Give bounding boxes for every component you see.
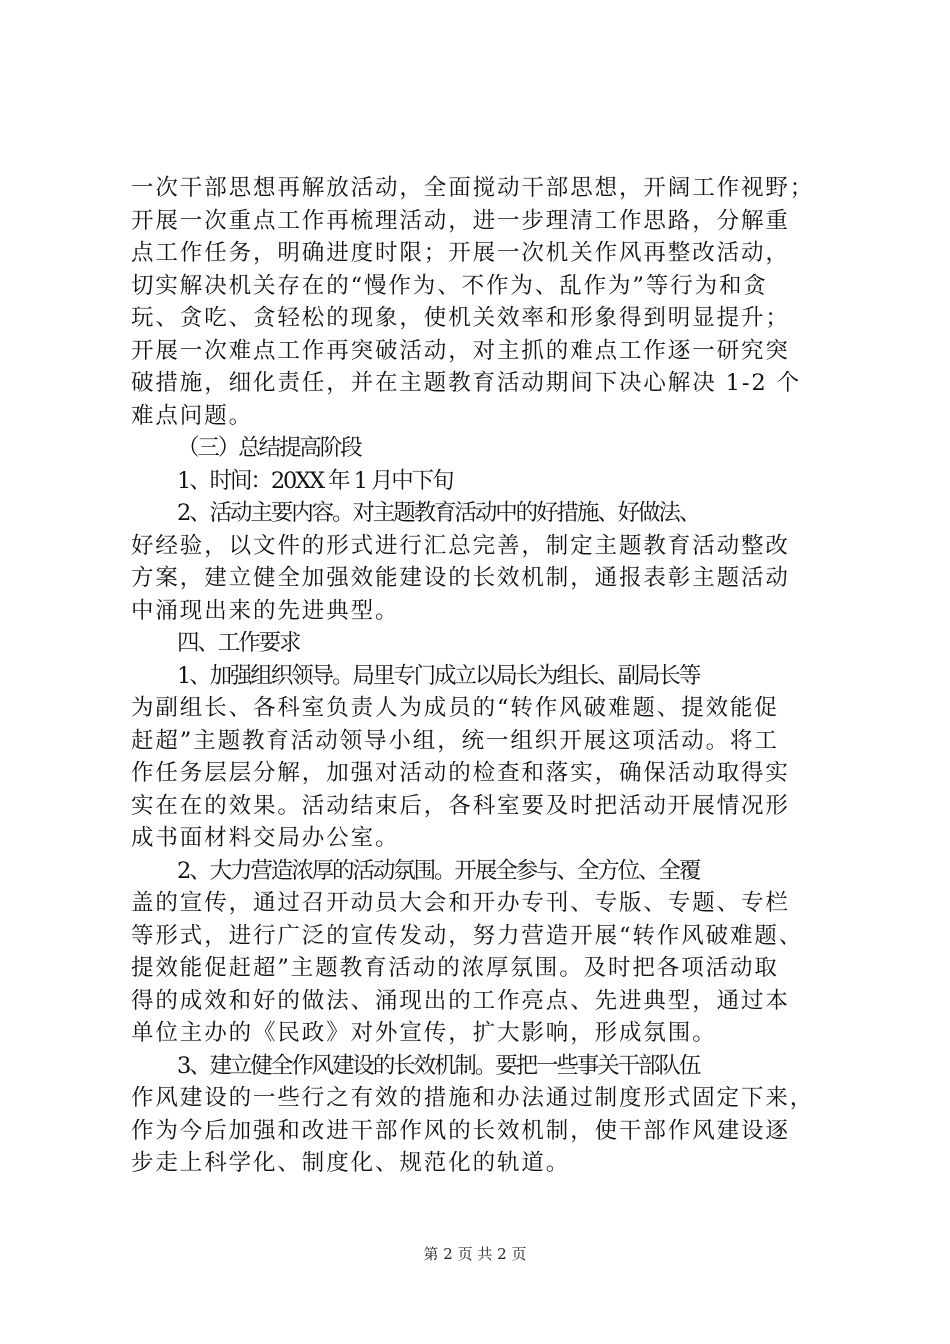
page-footer: 第 2 页 共 2 页	[423, 1245, 527, 1263]
text-line: 盖的宣传，通过召开动员大会和开办专刊、专版、专题、专栏	[131, 890, 790, 916]
text-line: 难点问题。	[131, 402, 254, 429]
text-line: 好经验，以文件的形式进行汇总完善，制定主题教育活动整改	[131, 532, 790, 559]
text-line: 破措施，细化责任，并在主题教育活动期间下决心解决 1-2 个	[131, 370, 802, 396]
text-line: 2、大力营造浓厚的活动氛围。开展全参与、全方位、全覆	[177, 857, 700, 884]
text-line: 切实解决机关存在的“慢作为、不作为、乱作为”等行为和贪	[131, 272, 768, 299]
text-line: （三）总结提高阶段	[177, 435, 361, 461]
text-line: 单位主办的《民政》对外宣传，扩大影响，形成氛围。	[131, 1020, 717, 1046]
text-line: 2、活动主要内容。对主题教育活动中的好措施、好做法、	[177, 500, 700, 526]
text-line: 开展一次重点工作再梳理活动，进一步理清工作思路，分解重	[131, 207, 790, 234]
text-line: 四、工作要求	[177, 630, 300, 656]
text-line: 等形式，进行广泛的宣传发动，努力营造开展“转作风破难题、	[131, 922, 804, 949]
text-line: 提效能促赶超”主题教育活动的浓厚氛围。及时把各项活动取	[131, 955, 779, 981]
text-line: 为副组长、各科室负责人为成员的“转作风破难题、提效能促	[131, 695, 779, 721]
text-line: 一次干部思想再解放活动，全面搅动干部思想，开阔工作视野；	[131, 175, 815, 201]
text-line: 成书面材料交局办公室。	[131, 825, 400, 851]
text-line: 开展一次难点工作再突破活动，对主抓的难点工作逐一研究突	[131, 337, 790, 364]
text-line: 玩、贪吃、贪轻松的现象，使机关效率和形象得到明显提升；	[131, 305, 790, 331]
text-line: 作风建设的一些行之有效的措施和办法通过制度形式固定下来，	[131, 1085, 815, 1111]
text-line: 1、加强组织领导。局里专门成立以局长为组长、副局长等	[177, 662, 700, 689]
text-line: 得的成效和好的做法、涌现出的工作亮点、先进典型，通过本	[131, 987, 790, 1014]
text-line: 步走上科学化、制度化、规范化的轨道。	[131, 1150, 571, 1176]
text-line: 作任务层层分解，加强对活动的检查和落实，确保活动取得实	[131, 760, 790, 786]
text-line: 1、时间：20XX 年 1 月中下旬	[177, 467, 453, 494]
text-line: 实在在的效果。活动结束后，各科室要及时把活动开展情况形	[131, 792, 790, 819]
text-line: 作为今后加强和改进干部作风的长效机制，使干部作风建设逐	[131, 1117, 790, 1144]
text-line: 3、建立健全作风建设的长效机制。要把一些事关干部队伍	[177, 1052, 700, 1079]
text-line: 赶超”主题教育活动领导小组，统一组织开展这项活动。将工	[131, 727, 779, 754]
text-line: 点工作任务，明确进度时限；开展一次机关作风再整改活动，	[131, 240, 790, 266]
text-line: 方案，建立健全加强效能建设的长效机制，通报表彰主题活动	[131, 565, 790, 591]
text-line: 中涌现出来的先进典型。	[131, 597, 400, 624]
document-body	[131, 172, 821, 1180]
